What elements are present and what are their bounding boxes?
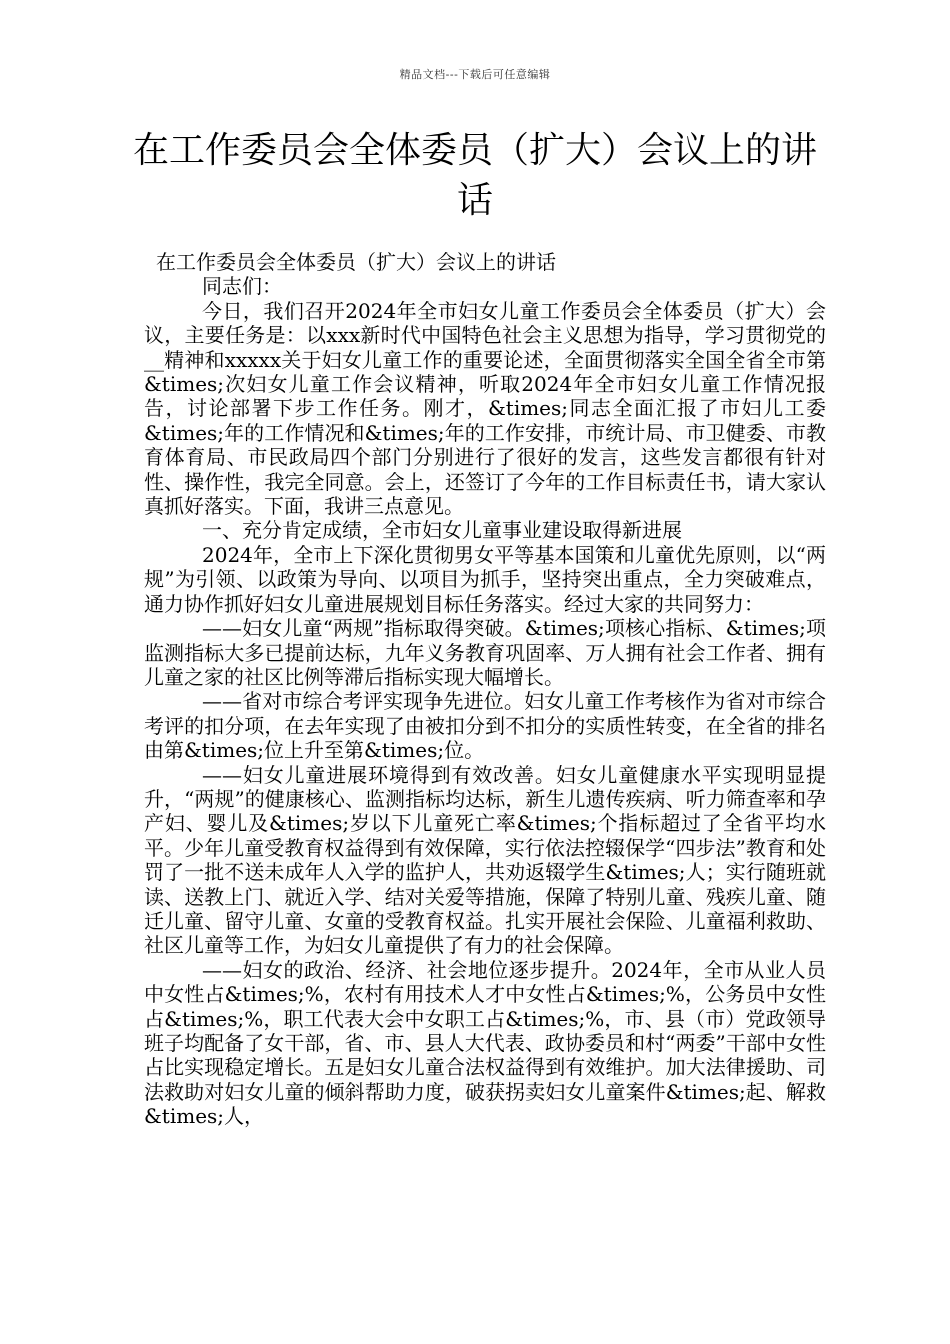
paragraph-status: ——妇女的政治、经济、社会地位逐步提升。2024年，全市从业人员中女性占&times;%，农村有用技术人才中女性占&times;%，公务员中女性占&times;%，职工代表大会中女职工占&times;%，市、县（市）党政领导班子均配备了女干部，省、市、县人大代表、政协委员和村“两委”干部中女性占比实现稳定增长。五是妇女儿童合法权益得到有效维护。加大法律援助、司法救助对妇女儿童的倾斜帮助力度，破获拐卖妇女儿童案件&times;起、解救&times;人， [144, 957, 826, 1129]
document-body [144, 250, 826, 1129]
section-heading-1: 一、充分肯定成绩，全市妇女儿童事业建设取得新进展 [202, 518, 682, 543]
paragraph-salutation: 同志们： [202, 274, 282, 299]
paragraph-subtitle: 在工作委员会全体委员（扩大）会议上的讲话 [156, 250, 556, 274]
paragraph-indicators: ——妇女儿童“两规”指标取得突破。&times;项核心指标、&times;项监测指标大多已提前达标，九年义务教育巩固率、万人拥有社会工作者、拥有儿童之家的社区比例等滞后指标实现大幅增长。 [144, 616, 826, 689]
paragraph-2024-overview: 2024年，全市上下深化贯彻男女平等基本国策和儿童优先原则，以“两规”为引领、以政策为导向、以项目为抓手，坚持突出重点，全力突破难点，通力协作抓好妇女儿童进展规划目标任务落实。经过大家的共同努力： [144, 542, 826, 616]
paragraph-opening: 今日，我们召开2024年全市妇女儿童工作委员会全体委员（扩大）会议，主要任务是：以xxx新时代中国特色社会主义思想为指导，学习贯彻党的__精神和xxxxx关于妇女儿童工作的重要论述，全面贯彻落实全国全省全市第&times;次妇女儿童工作会议精神，听取2024年全市妇女儿童工作情况报告，讨论部署下步工作任务。刚才，&times;同志全面汇报了市妇儿工委&times;年的工作情况和&times;年的工作安排，市统计局、市卫健委、市教育体育局、市民政局四个部门分别进行了很好的发言，这些发言都很有针对性、操作性，我完全同意。会上，还签订了今年的工作目标责任书，请大家认真抓好落实。下面，我讲三点意见。 [144, 298, 826, 519]
header-note: 精品文档---下载后可任意编辑 [399, 68, 551, 81]
paragraph-environment: ——妇女儿童进展环境得到有效改善。妇女儿童健康水平实现明显提升，“两规”的健康核心、监测指标均达标，新生儿遗传疾病、听力筛查率和孕产妇、婴儿及&times;岁以下儿童死亡率&times;个指标超过了全省平均水平。少年儿童受教育权益得到有效保障，实行依法控辍保学“四步法”教育和处罚了一批不送未成年人入学的监护人，共劝返辍学生&times;人；实行随班就读、送教上门、就近入学、结对关爱等措施，保障了特别儿童、残疾儿童、随迁儿童、留守儿童、女童的受教育权益。扎实开展社会保险、儿童福利救助、社区儿童等工作，为妇女儿童提供了有力的社会保障。 [144, 762, 826, 958]
paragraph-evaluation: ——省对市综合考评实现争先进位。妇女儿童工作考核作为省对市综合考评的扣分项，在去年实现了由被扣分到不扣分的实质性转变，在全省的排名由第&times;位上升至第&times;位。 [144, 689, 826, 763]
document-title: 在工作委员会全体委员（扩大）会议上的讲话 [132, 130, 817, 221]
